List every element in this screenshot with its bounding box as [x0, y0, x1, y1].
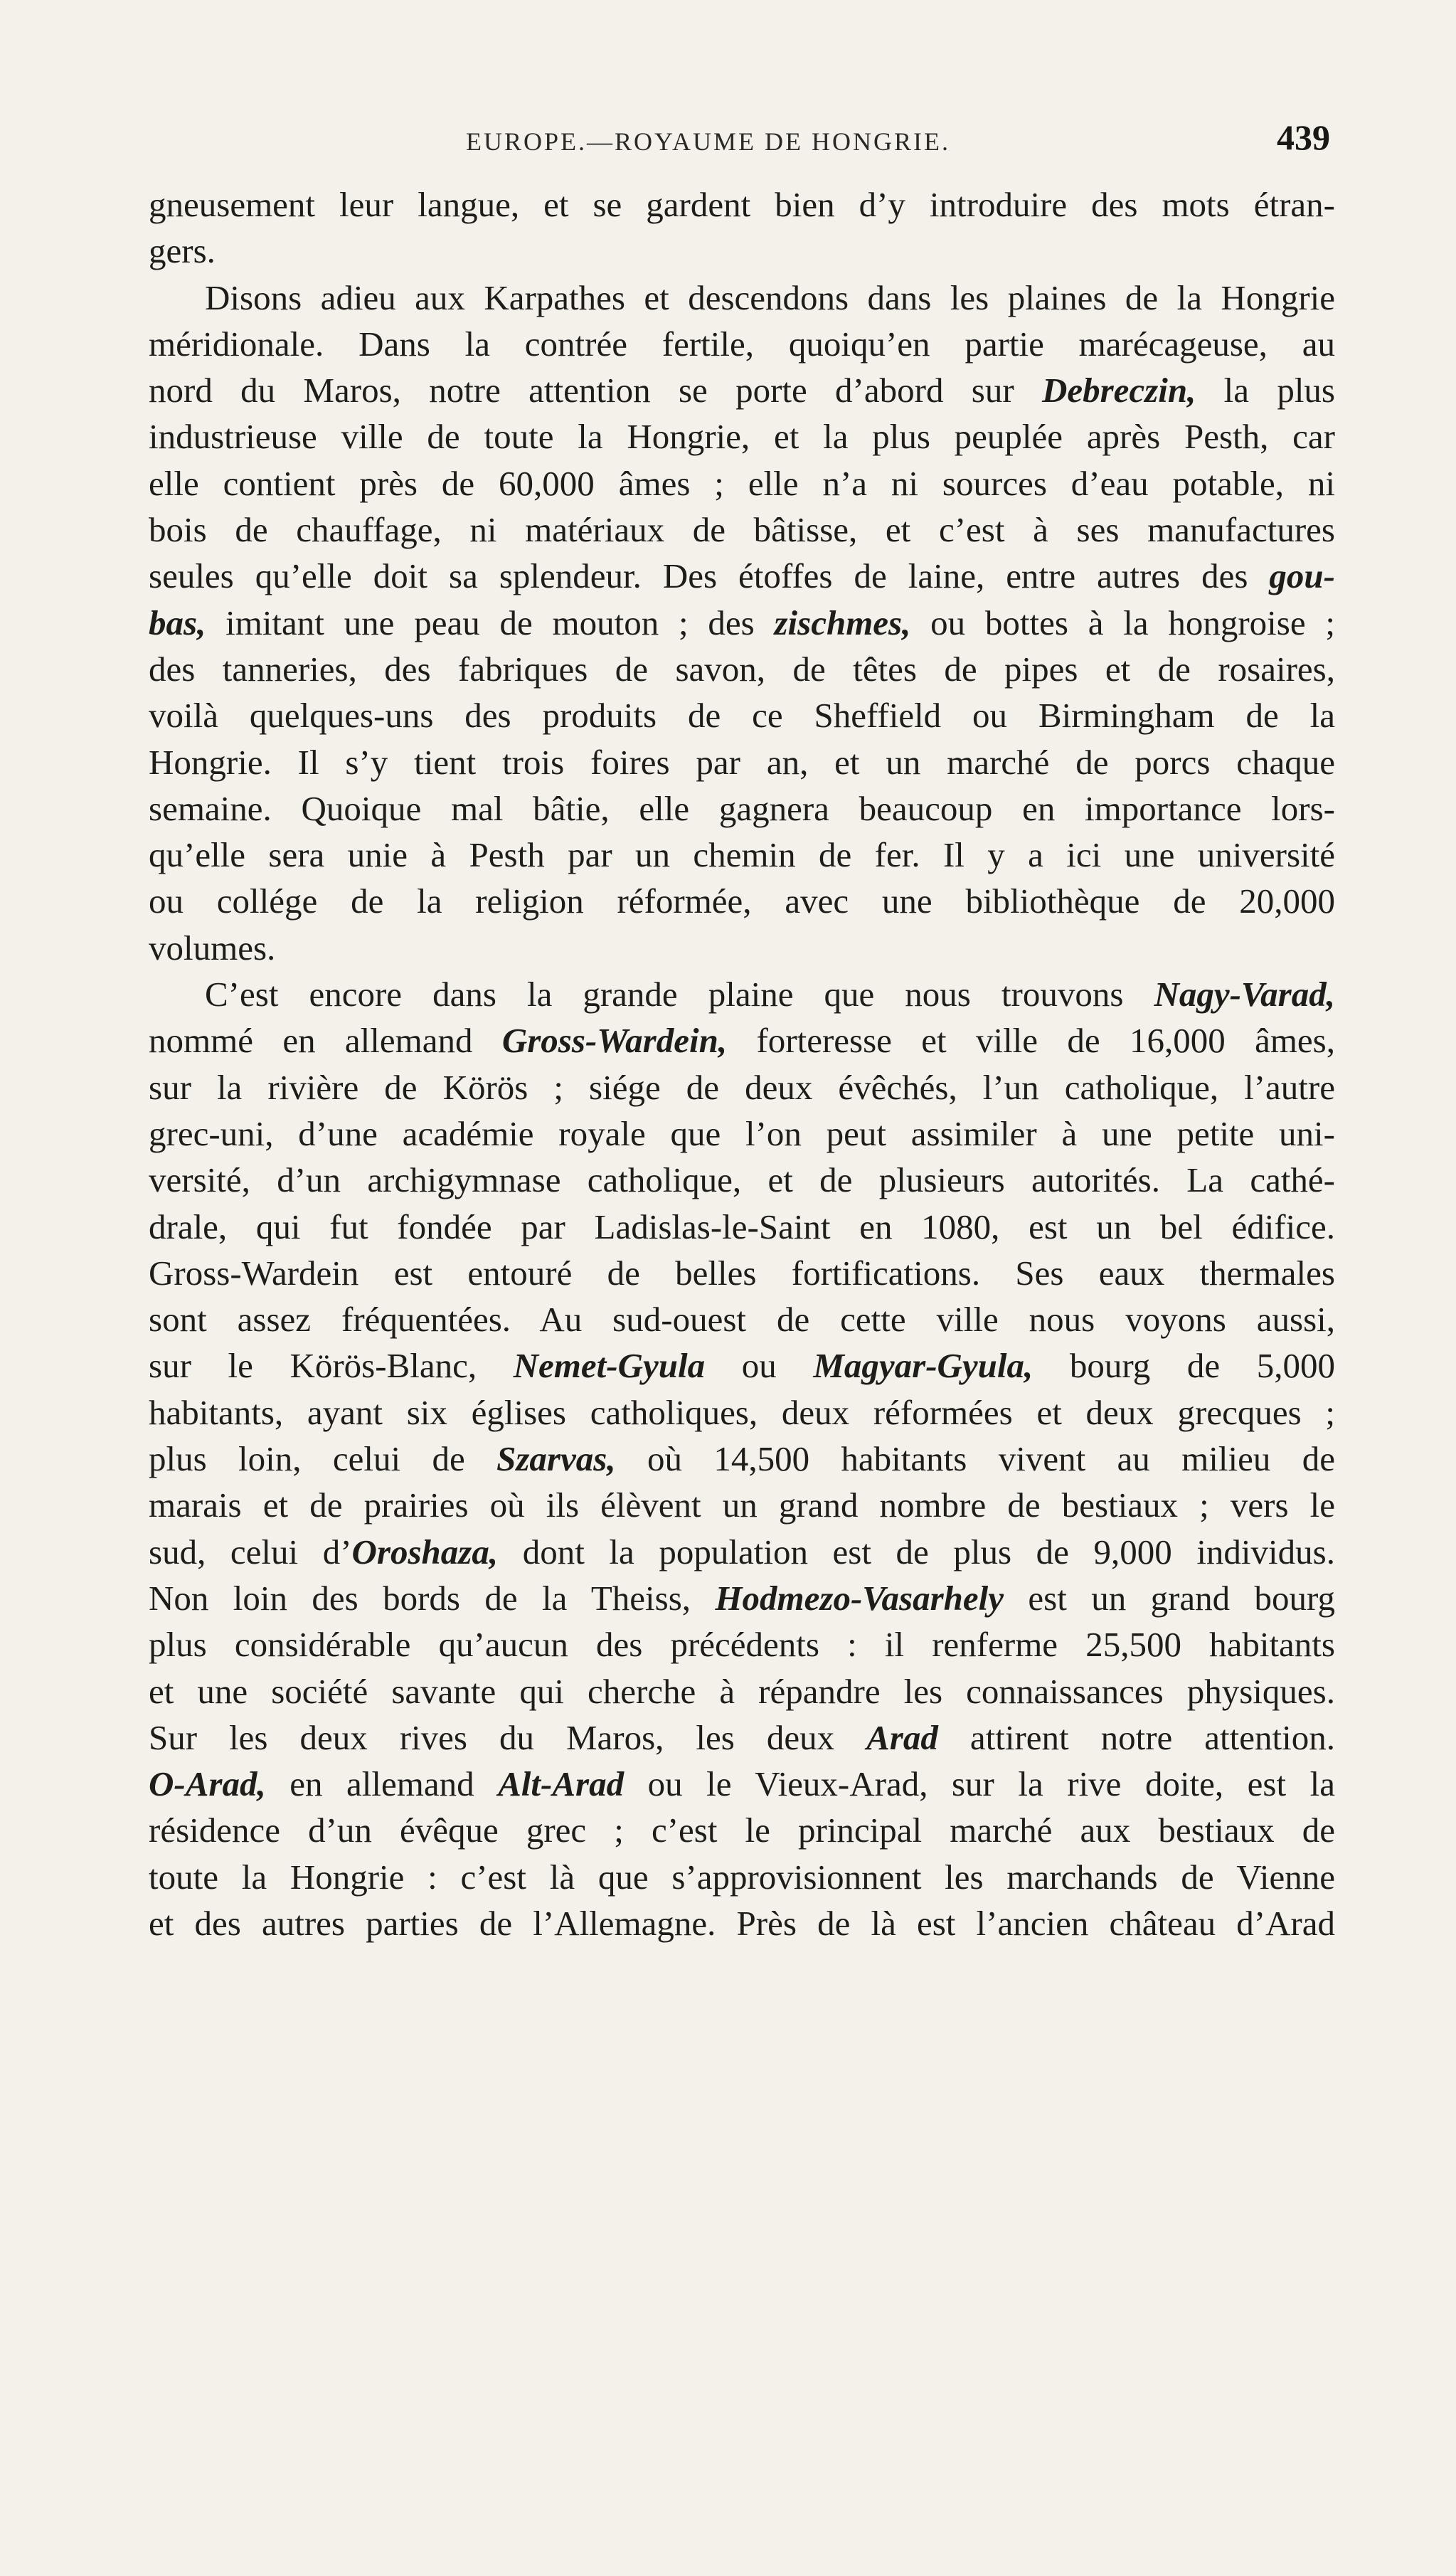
text-line: résidence d’un évêque grec ; c’est le principal marché aux bestiaux de	[149, 1811, 1335, 1850]
place-name: O-Arad,	[149, 1764, 266, 1804]
text-line: et des autres parties de l’Allemagne. Près de là est l’ancien château d’Arad	[149, 1903, 1335, 1943]
text-line: industrieuse ville de toute la Hongrie, et la plus peuplée après Pesth, car	[149, 417, 1335, 457]
text-line: marais et de prairies où ils élèvent un grand nombre de bestiaux ; vers le	[149, 1485, 1335, 1525]
text-line: bas, imitant une peau de mouton ; des zischmes, ou bottes à la hongroise ;	[149, 603, 1335, 642]
text-line: nord du Maros, notre attention se porte d’abord sur Debreczin, la plus	[149, 371, 1336, 410]
place-name: Gross-Wardein,	[501, 1021, 728, 1061]
term: gou-	[1269, 556, 1335, 596]
place-name: Nemet-Gyula	[513, 1346, 706, 1386]
text-line: seules qu’elle doit sa splendeur. Des étoffes de laine, entre autres des gou-	[149, 556, 1335, 596]
body-text	[149, 181, 1335, 2529]
text-line: gers.	[149, 231, 216, 271]
running-title: EUROPE.—ROYAUME DE HONGRIE.	[466, 127, 950, 156]
running-head	[149, 117, 1330, 164]
text-line: O-Arad, en allemand Alt-Arad ou le Vieux-Arad, sur la rive doite, est la	[149, 1764, 1335, 1804]
place-name: Szarvas,	[496, 1439, 616, 1479]
place-name: Hodmezo-Vasarhely	[715, 1578, 1004, 1618]
text-line: méridionale. Dans la contrée fertile, quoiqu’en partie marécageuse, au	[149, 324, 1335, 364]
text-line: Gross-Wardein est entouré de belles fortifications. Ses eaux thermales	[149, 1253, 1335, 1293]
text-line: plus considérable qu’aucun des précédents : il renferme 25,500 habitants	[149, 1625, 1335, 1665]
text-line: nommé en allemand Gross-Wardein, forteresse et ville de 16,000 âmes,	[149, 1021, 1335, 1061]
paragraph-start-line: Disons adieu aux Karpathes et descendons dans les plaines de la Hongrie	[205, 277, 1335, 317]
text-line: Sur les deux rives du Maros, les deux Arad attirent notre attention.	[149, 1717, 1335, 1757]
term: zischmes,	[774, 603, 911, 642]
text-line: drale, qui fut fondée par Ladislas-le-Saint en 1080, est un bel édifice.	[149, 1207, 1335, 1246]
term: bas,	[149, 603, 206, 642]
text-line: sur la rivière de Körös ; siége de deux évêchés, l’un catholique, l’autre	[149, 1067, 1335, 1107]
place-name: Arad	[866, 1717, 938, 1757]
text-line: Non loin des bords de la Theiss, Hodmezo-Vasarhely est un grand bourg	[149, 1578, 1335, 1618]
text-line: semaine. Quoique mal bâtie, elle gagnera beaucoup en importance lors-	[149, 788, 1335, 828]
text-line: grec-uni, d’une académie royale que l’on peut assimiler à une petite uni-	[149, 1113, 1335, 1153]
text-line: toute la Hongrie : c’est là que s’approvisionnent les marchands de Vienne	[149, 1857, 1335, 1897]
place-name: Oroshaza,	[351, 1532, 499, 1571]
text-line: sur le Körös-Blanc, Nemet-Gyula ou Magyar-Gyula, bourg de 5,000	[149, 1346, 1335, 1386]
text-line: voilà quelques-uns des produits de ce Sheffield ou Birmingham de la	[149, 696, 1335, 736]
page-number: 439	[1277, 117, 1330, 157]
text-line: et une société savante qui cherche à répandre les connaissances physiques.	[149, 1671, 1335, 1711]
text-line: ou collége de la religion réformée, avec une bibliothèque de 20,000	[149, 881, 1335, 921]
text-line: qu’elle sera unie à Pesth par un chemin de fer. Il y a ici une université	[149, 835, 1335, 875]
text-line: elle contient près de 60,000 âmes ; elle n’a ni sources d’eau potable, ni	[149, 463, 1335, 503]
paragraph-start-line: C’est encore dans la grande plaine que nous trouvons Nagy-Varad,	[205, 975, 1335, 1014]
text-line: versité, d’un archigymnase catholique, et de plusieurs autorités. La cathé-	[149, 1160, 1335, 1200]
place-name: Alt-Arad	[498, 1764, 625, 1804]
text-line: des tanneries, des fabriques de savon, de têtes de pipes et de rosaires,	[149, 649, 1335, 689]
text-line: sont assez fréquentées. Au sud-ouest de cette ville nous voyons aussi,	[149, 1300, 1335, 1340]
text-line: plus loin, celui de Szarvas, où 14,500 habitants vivent au milieu de	[149, 1439, 1335, 1479]
place-name: Nagy-Varad,	[1154, 975, 1335, 1014]
text-line: gneusement leur langue, et se gardent bien d’y introduire des mots étran-	[149, 185, 1335, 224]
text-line: habitants, ayant six églises catholiques, deux réformées et deux grecques ;	[149, 1392, 1335, 1432]
text-line: volumes.	[149, 928, 276, 968]
text-line: sud, celui d’Oroshaza, dont la population est de plus de 9,000 individus.	[149, 1532, 1335, 1571]
text-line: Hongrie. Il s’y tient trois foires par an, et un marché de porcs chaque	[149, 742, 1335, 782]
place-name: Magyar-Gyula,	[813, 1346, 1033, 1386]
text-line: bois de chauffage, ni matériaux de bâtisse, et c’est à ses manufactures	[149, 510, 1335, 550]
place-name: Debreczin,	[1041, 371, 1196, 410]
